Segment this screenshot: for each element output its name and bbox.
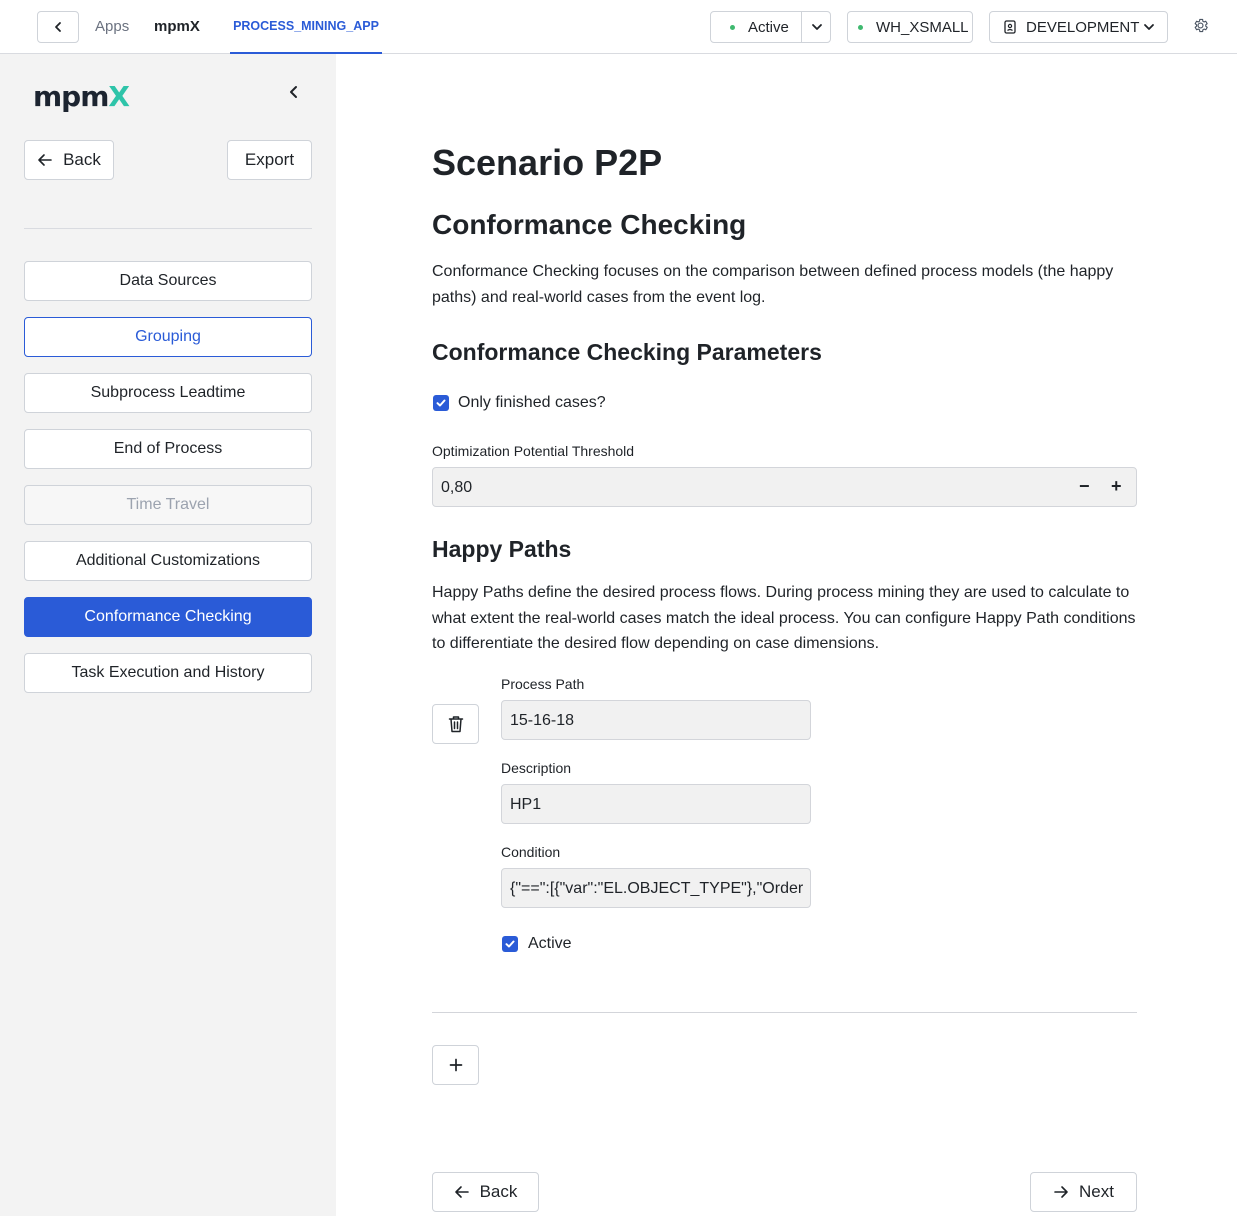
page-title: Scenario P2P bbox=[432, 142, 663, 183]
active-label: Active bbox=[528, 935, 572, 952]
main-content bbox=[336, 54, 1237, 1216]
sidebar-item-data-sources[interactable]: Data Sources bbox=[24, 261, 312, 301]
chevron-down-icon[interactable] bbox=[810, 20, 824, 34]
breadcrumb-mpmx[interactable]: mpmX bbox=[154, 18, 200, 35]
warehouse-dot-icon bbox=[858, 25, 863, 30]
params-title: Conformance Checking Parameters bbox=[432, 339, 822, 365]
threshold-stepper[interactable] bbox=[432, 467, 1137, 507]
next-button[interactable] bbox=[1030, 1172, 1137, 1212]
add-path-button[interactable] bbox=[432, 1045, 479, 1085]
threshold-label: Optimization Potential Threshold bbox=[432, 443, 635, 459]
status-selector[interactable] bbox=[710, 11, 831, 43]
only-finished-label: Only finished cases? bbox=[458, 394, 606, 411]
environment-label: DEVELOPMENT bbox=[1026, 18, 1140, 36]
chevron-down-icon bbox=[1142, 20, 1156, 34]
sidebar-item-subprocess-leadtime[interactable]: Subprocess Leadtime bbox=[24, 373, 312, 413]
sidebar-item-end-of-process[interactable]: End of Process bbox=[24, 429, 312, 469]
warehouse-selector[interactable] bbox=[847, 11, 973, 43]
section-title: Conformance Checking bbox=[432, 209, 747, 240]
arrow-left-icon bbox=[454, 1185, 470, 1199]
active-checkbox[interactable] bbox=[502, 936, 518, 952]
tab-process-mining-app[interactable]: PROCESS_MINING_APP bbox=[230, 0, 382, 54]
only-finished-checkbox[interactable] bbox=[433, 395, 449, 411]
condition-label: Condition bbox=[501, 844, 561, 860]
next-label: Next bbox=[1079, 1182, 1114, 1201]
breadcrumb-apps[interactable]: Apps bbox=[95, 18, 130, 35]
decrement-button[interactable]: − bbox=[1079, 476, 1090, 496]
back-button[interactable] bbox=[432, 1172, 539, 1212]
trash-icon bbox=[448, 715, 464, 733]
section-description: Conformance Checking focuses on the comparison between defined process models (the happy paths) and real-world cases from the event log. bbox=[432, 263, 1114, 306]
back-label: Back bbox=[479, 1182, 518, 1201]
section-divider bbox=[432, 1012, 1137, 1013]
sidebar bbox=[0, 54, 336, 1216]
sidebar-item-time-travel: Time Travel bbox=[24, 485, 312, 525]
collapse-sidebar-icon[interactable] bbox=[286, 84, 302, 100]
sidebar-item-conformance-checking[interactable]: Conformance Checking bbox=[24, 597, 312, 637]
description-input[interactable]: HP1 bbox=[501, 784, 811, 824]
description-label: Description bbox=[501, 760, 572, 776]
status-dot-icon bbox=[730, 25, 735, 30]
process-path-input[interactable]: 15-16-18 bbox=[501, 700, 811, 740]
plus-icon bbox=[449, 1058, 463, 1072]
environment-selector[interactable] bbox=[989, 11, 1168, 43]
process-path-label: Process Path bbox=[501, 676, 585, 692]
status-divider bbox=[801, 12, 802, 42]
sidebar-item-additional-customizations[interactable]: Additional Customizations bbox=[24, 541, 312, 581]
status-label: Active bbox=[748, 18, 789, 36]
threshold-value: 0,80 bbox=[441, 479, 473, 496]
sidebar-item-grouping[interactable]: Grouping bbox=[24, 317, 312, 357]
check-icon bbox=[435, 397, 447, 409]
mpmx-logo: mpmX bbox=[33, 80, 129, 113]
badge-icon bbox=[1004, 20, 1016, 34]
export-button[interactable]: Export bbox=[227, 140, 312, 180]
arrow-left-icon bbox=[37, 153, 53, 167]
delete-path-button[interactable] bbox=[432, 704, 479, 744]
chevron-left-icon bbox=[52, 21, 64, 33]
gear-icon[interactable] bbox=[1192, 17, 1209, 34]
back-nav-button[interactable] bbox=[37, 11, 79, 43]
happy-paths-title: Happy Paths bbox=[432, 536, 572, 562]
happy-paths-description: Happy Paths define the desired process flows. During process mining they are used to calculate to what extent the real-world cases match the ideal process. You can configure Happy Path conditions to differentiate the desired flow depending on case dimensions. bbox=[432, 584, 1136, 652]
sidebar-divider bbox=[24, 228, 312, 229]
increment-button[interactable]: + bbox=[1111, 476, 1122, 496]
condition-input[interactable]: {"==":[{"var":"EL.OBJECT_TYPE"},"Order bbox=[501, 868, 811, 908]
sidebar-item-task-execution-history[interactable]: Task Execution and History bbox=[24, 653, 312, 693]
sidebar-back-button[interactable] bbox=[24, 140, 114, 180]
warehouse-label: WH_XSMALL bbox=[876, 18, 969, 36]
sidebar-back-label: Back bbox=[63, 150, 101, 169]
top-bar bbox=[0, 0, 1237, 54]
check-icon bbox=[504, 938, 516, 950]
arrow-right-icon bbox=[1053, 1185, 1069, 1199]
